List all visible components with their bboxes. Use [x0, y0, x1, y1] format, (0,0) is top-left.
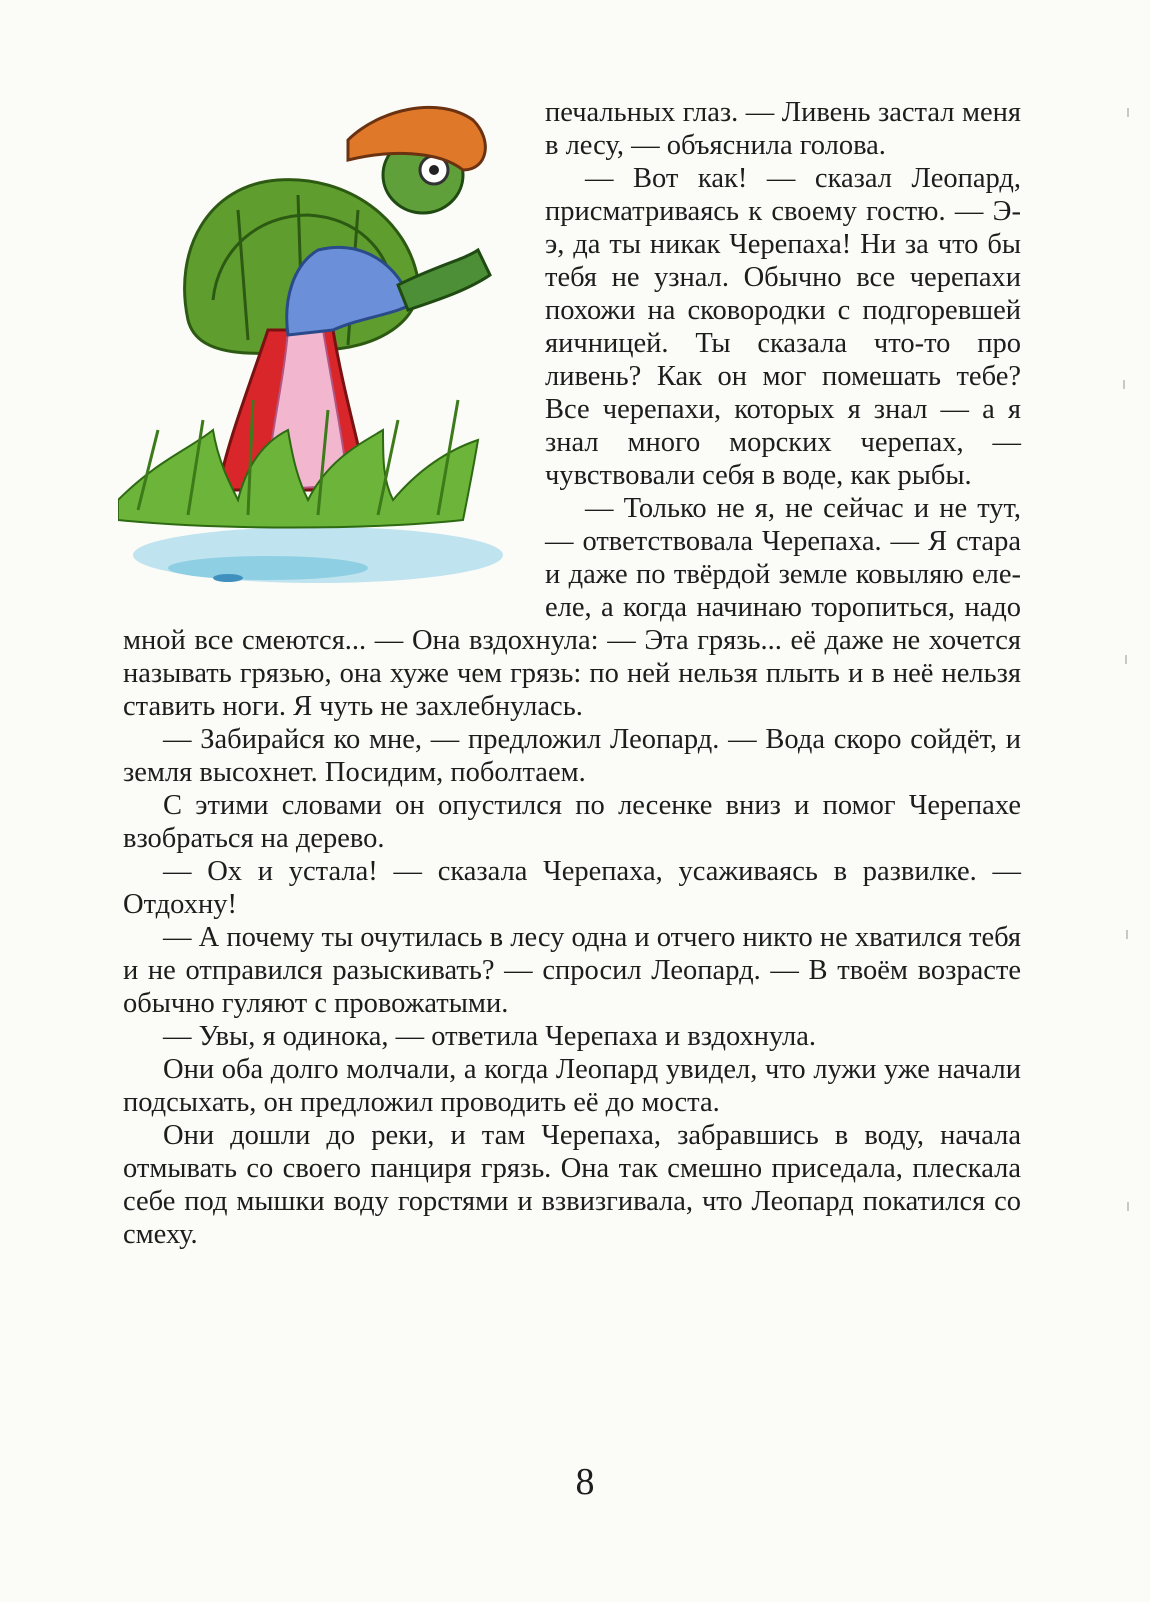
scan-mark — [1125, 655, 1127, 664]
paragraph: С этими словами он опустился по лесенке вниз и помог Черепахе взобраться на дерево. — [123, 790, 1021, 854]
scan-mark — [1127, 1202, 1129, 1211]
paragraph: печальных глаз. — Ливень застал меня в лесу, — объяснила голова. — [545, 97, 1021, 161]
page-number: 8 — [575, 1461, 595, 1503]
paragraph: — Ох и устала! — сказала Черепаха, усаживаясь в развилке. — Отдохну! — [123, 856, 1021, 920]
paragraph: — Вот как! — сказал Леопард, присматриваясь к своему гостю. — Э-э, да ты никак Черепаха! Ни за что бы тебя не узнал. Обычно все черепахи похожи на сковородки с подгоревшей яичницей. Ты сказала что-то про ливень? Как он мог помешать тебе? Все черепахи, которых я знал — а я знал много морских черепах, — чувствовали себя в воде, как рыбы. — [545, 163, 1021, 491]
paragraph: — Забирайся ко мне, — предложил Леопард. — Вода скоро сойдёт, и земля высохнет. Посидим, поболтаем. — [123, 724, 1021, 788]
scan-mark — [1123, 380, 1125, 389]
scan-mark — [1127, 108, 1129, 117]
illustration-spacer — [123, 96, 545, 624]
scan-mark — [1126, 930, 1128, 939]
paragraph: — А почему ты очутилась в лесу одна и отчего никто не хватился тебя и не отправился разыскивать? — спросил Леопард. — В твоём возрасте обычно гуляют с провожатыми. — [123, 922, 1021, 1019]
story-text — [123, 96, 1021, 1251]
paragraph: Они дошли до реки, и там Черепаха, забравшись в воду, начала отмывать со своего панциря грязь. Она так смешно приседала, плескала себе под мышки воду горстями и взвизгивала, что Леопард покатился со смеху. — [123, 1120, 1021, 1250]
paragraph: Они оба долго молчали, а когда Леопард увидел, что лужи уже начали подсыхать, он предложил проводить её до моста. — [123, 1054, 1021, 1118]
paragraph: — Увы, я одинока, — ответила Черепаха и вздохнула. — [163, 1021, 817, 1052]
paragraph: — Только не я, не сейчас и не тут, — ответствовала Черепаха. — Я стара и даже по твёрдой земле ковыляю еле-еле, а когда начинаю торопиться, надо мной все смеются... — Она вздохнула: — Эта грязь... её даже не хочется называть грязью, она хуже чем грязь: по ней нельзя плыть и в неё нельзя ставить ноги. Я чуть не захлебнулась. — [123, 493, 1021, 722]
